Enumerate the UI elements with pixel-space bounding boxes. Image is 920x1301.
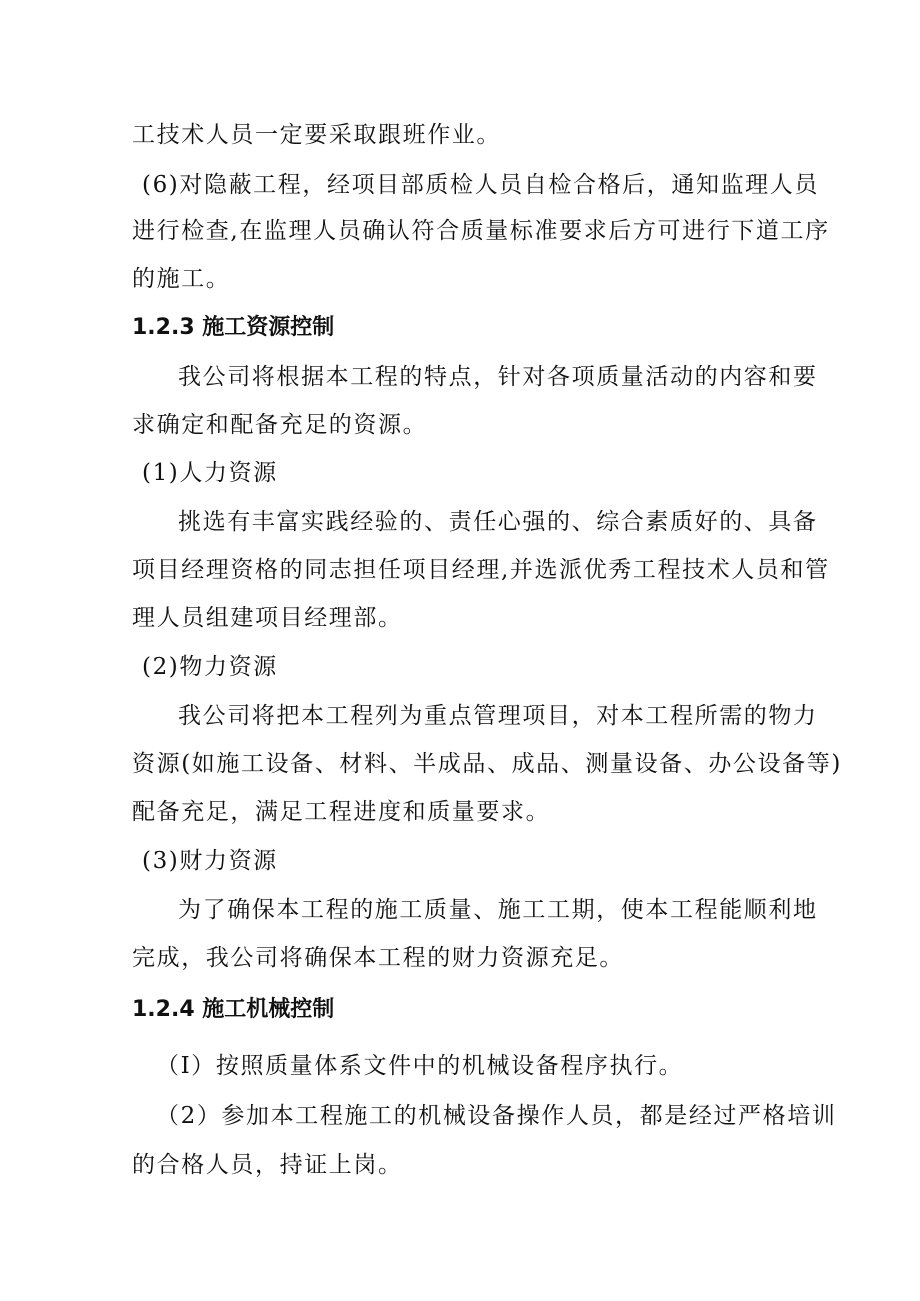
subheading-material-resources: (2)物力资源 (142, 654, 278, 680)
section-heading-1-2-4: 1.2.4 施工机械控制 (132, 997, 335, 1022)
section-heading-1-2-3: 1.2.3 施工资源控制 (132, 315, 335, 340)
item-6-line-2: 进行检查,在监理人员确认符合质量标准要求后方可进行下道工序 (132, 218, 830, 244)
item-6-line-3: 的施工。 (132, 266, 231, 292)
human-resources-line-1: 挑选有丰富实践经验的、责任心强的、综合素质好的、具备 (178, 509, 818, 535)
item-6-line-1: (6)对隐蔽工程，经项目部质检人员自检合格后，通知监理人员 (142, 172, 819, 198)
material-resources-line-3: 配备充足，满足工程进度和质量要求。 (132, 799, 551, 825)
financial-resources-line-1: 为了确保本工程的施工质量、施工工期，使本工程能顺利地 (178, 897, 818, 923)
paragraph-1-line-1: 我公司将根据本工程的特点，针对各项质量活动的内容和要 (178, 364, 818, 390)
subheading-human-resources: (1)人力资源 (142, 460, 278, 486)
human-resources-line-2: 项目经理资格的同志担任项目经理,并选派优秀工程技术人员和管 (132, 557, 830, 583)
machinery-item-2-line-1: （2）参加本工程施工的机械设备操作人员，都是经过严格培训 (156, 1103, 837, 1129)
machinery-item-2-line-2: 的合格人员，持证上岗。 (132, 1152, 403, 1178)
material-resources-line-2: 资源(如施工设备、材料、半成品、成品、测量设备、办公设备等) (132, 751, 842, 777)
paragraph-continuation: 工技术人员一定要采取跟班作业。 (132, 122, 501, 148)
human-resources-line-3: 理人员组建项目经理部。 (132, 605, 403, 631)
paragraph-1-line-2: 求确定和配备充足的资源。 (132, 412, 428, 438)
material-resources-line-1: 我公司将把本工程列为重点管理项目，对本工程所需的物力 (178, 703, 818, 729)
financial-resources-line-2: 完成，我公司将确保本工程的财力资源充足。 (132, 945, 624, 971)
subheading-financial-resources: (3)财力资源 (142, 848, 278, 874)
machinery-item-1: （I）按照质量体系文件中的机械设备程序执行。 (156, 1053, 684, 1079)
